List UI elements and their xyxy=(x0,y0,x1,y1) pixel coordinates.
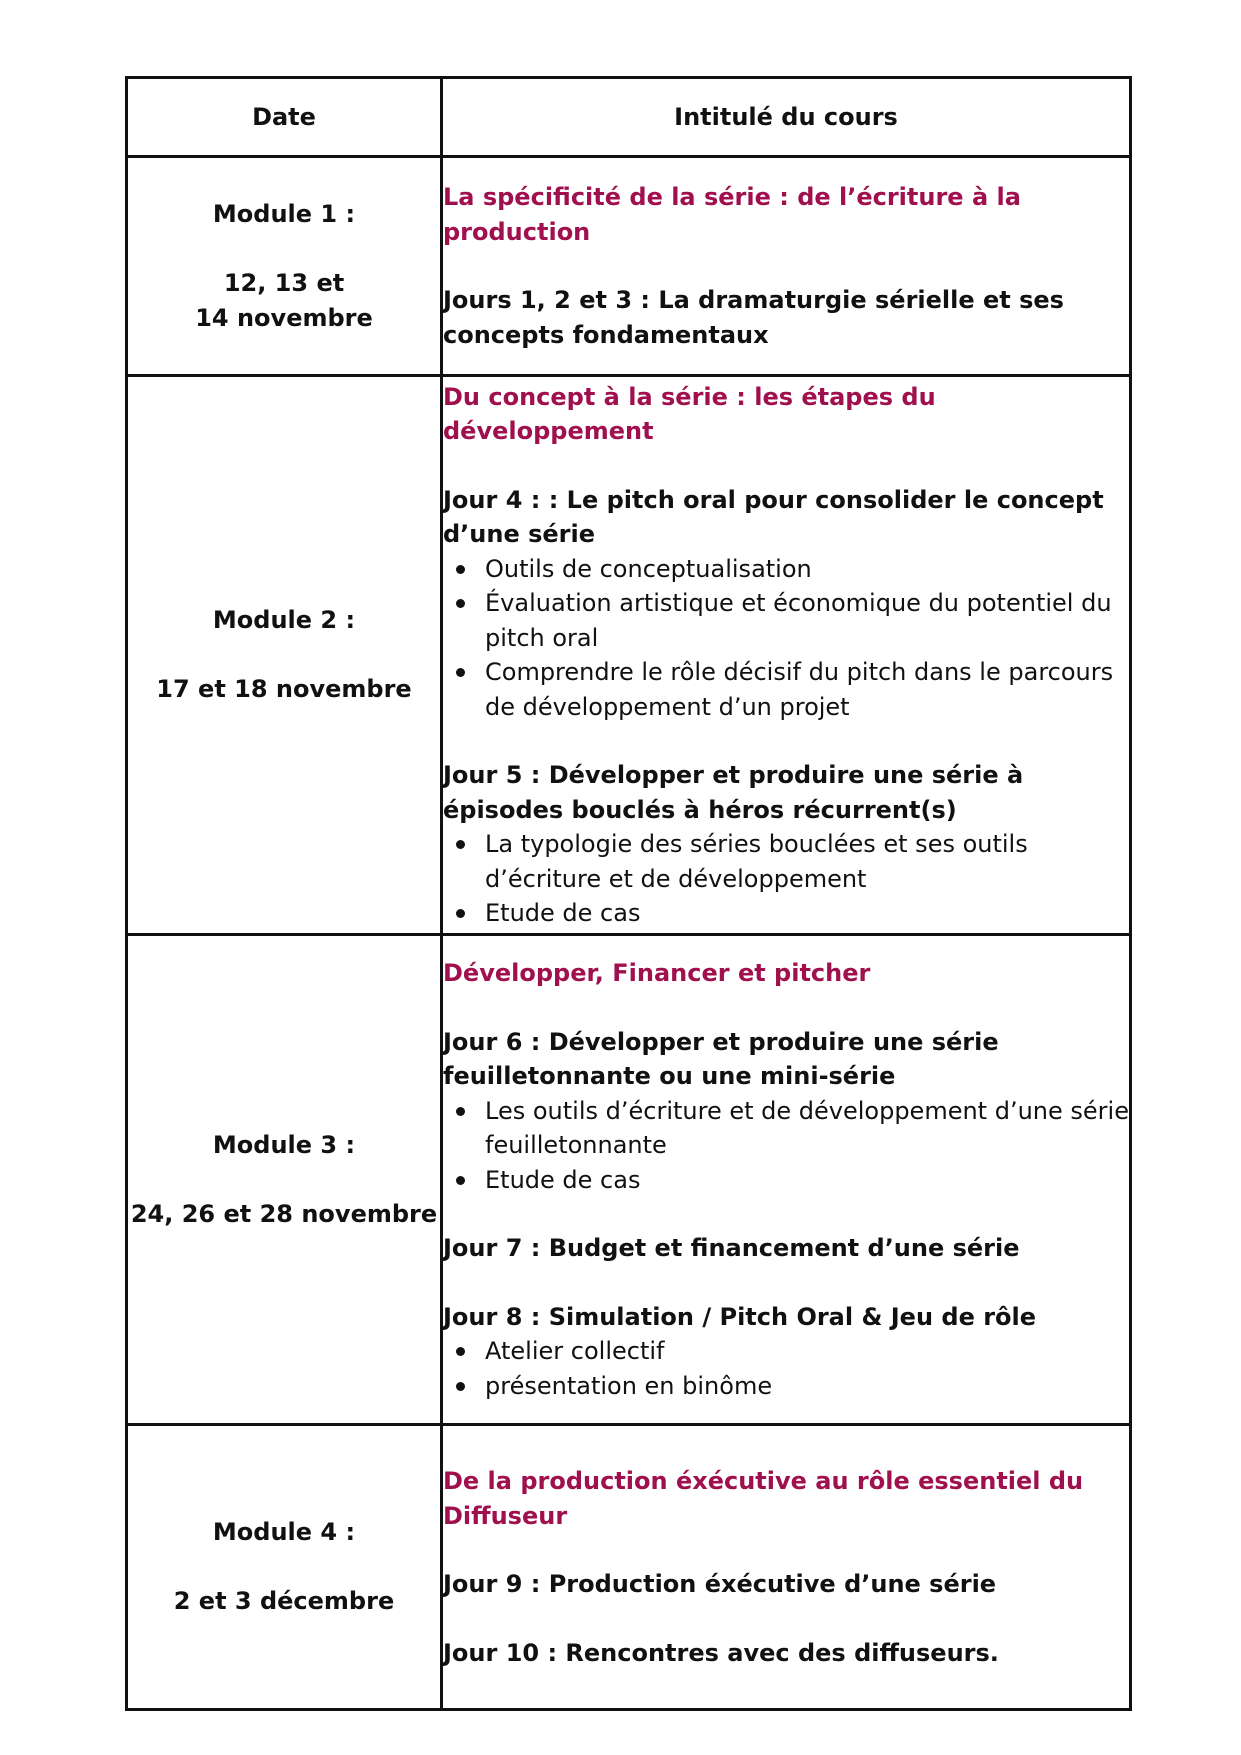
module-dates-line: 2 et 3 décembre xyxy=(173,1587,395,1615)
module-dates-line: 14 novembre xyxy=(195,303,373,332)
module-label: Module 1 : xyxy=(212,199,356,228)
day-block xyxy=(443,1300,1129,1404)
list-item: Etude de cas xyxy=(443,896,1129,931)
module-date-cell xyxy=(127,157,442,376)
module-course-cell xyxy=(442,157,1131,376)
module-title: De la production éxécutive au rôle essentiel du Diffuseur xyxy=(443,1467,1084,1530)
module-course-cell xyxy=(442,935,1131,1425)
list-item: Atelier collectif xyxy=(443,1334,1129,1369)
module-row xyxy=(127,157,1131,376)
list-item: Évaluation artistique et économique du potentiel du pitch oral xyxy=(443,586,1129,655)
header-course: Intitulé du cours xyxy=(442,78,1131,157)
module-date-cell xyxy=(127,935,442,1425)
module-dates-line: 12, 13 et xyxy=(223,268,345,297)
day-title: Jour 10 : Rencontres avec des diffuseurs. xyxy=(443,1638,999,1667)
list-item: Les outils d’écriture et de développement d’une série feuilletonnante xyxy=(443,1094,1129,1163)
day-block xyxy=(443,1636,1129,1671)
module-row xyxy=(127,935,1131,1425)
module-title: Développer, Financer et pitcher xyxy=(443,959,871,987)
day-block xyxy=(443,283,1129,352)
bullet-list xyxy=(443,1094,1129,1198)
course-schedule-table xyxy=(125,76,1132,1711)
day-block xyxy=(443,1025,1129,1198)
header-date: Date xyxy=(127,78,442,157)
day-title: Jour 8 : Simulation / Pitch Oral & Jeu de rôle xyxy=(443,1302,1037,1331)
module-title: La spécificité de la série : de l’écriture à la production xyxy=(443,183,1021,246)
module-date-cell xyxy=(127,1425,442,1710)
day-title: Jour 4 : : Le pitch oral pour consolider le concept d’une série xyxy=(443,485,1104,548)
module-row xyxy=(127,1425,1131,1710)
day-block xyxy=(443,758,1129,931)
module-label: Module 3 : xyxy=(212,1130,356,1159)
module-course-cell xyxy=(442,376,1131,935)
day-block xyxy=(443,1231,1129,1266)
day-title: Jour 9 : Production éxécutive d’une série xyxy=(443,1570,997,1598)
bullet-list xyxy=(443,552,1129,725)
bullet-list xyxy=(443,827,1129,931)
module-dates-line: 17 et 18 novembre xyxy=(156,675,412,703)
day-title: Jour 6 : Développer et produire une série feuilletonnante ou une mini-série xyxy=(443,1027,999,1090)
list-item: Outils de conceptualisation xyxy=(443,552,1129,587)
list-item: Comprendre le rôle décisif du pitch dans le parcours de développement d’un projet xyxy=(443,655,1129,724)
day-title: Jour 7 : Budget et financement d’une série xyxy=(443,1234,1020,1262)
day-block xyxy=(443,483,1129,725)
module-label: Module 4 : xyxy=(212,1518,356,1546)
bullet-list xyxy=(443,1334,1129,1403)
module-title: Du concept à la série : les étapes du développement xyxy=(443,382,936,445)
list-item: présentation en binôme xyxy=(443,1369,1129,1404)
day-title: Jours 1, 2 et 3 : La dramaturgie sérielle et ses concepts fondamentaux xyxy=(443,286,1064,349)
module-dates-line: 24, 26 et 28 novembre xyxy=(130,1199,438,1228)
header-row xyxy=(127,78,1131,157)
list-item: La typologie des séries bouclées et ses outils d’écriture et de développement xyxy=(443,827,1129,896)
list-item: Etude de cas xyxy=(443,1163,1129,1198)
day-title: Jour 5 : Développer et produire une série à épisodes bouclés à héros récurrent(s) xyxy=(443,761,1024,824)
module-course-cell xyxy=(442,1425,1131,1710)
module-label: Module 2 : xyxy=(212,606,356,634)
day-block xyxy=(443,1567,1129,1602)
module-row xyxy=(127,376,1131,935)
module-date-cell xyxy=(127,376,442,935)
